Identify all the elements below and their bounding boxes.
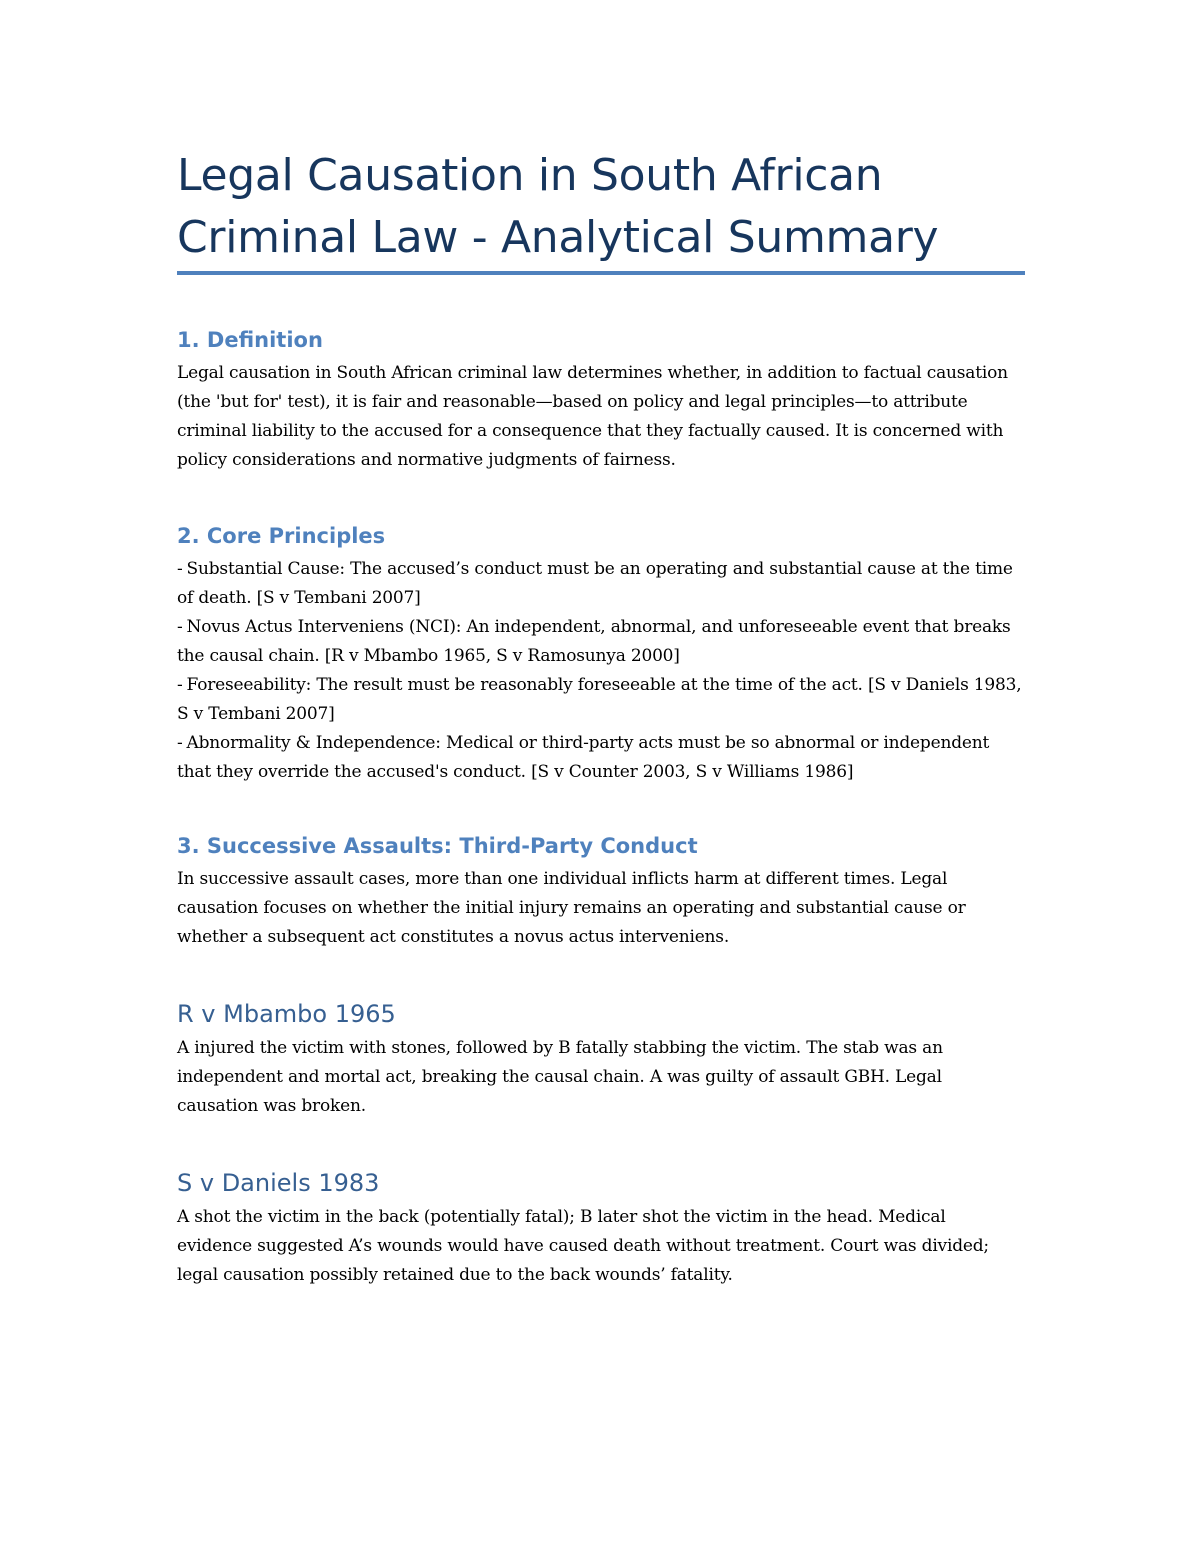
list-item (177, 613, 1025, 671)
document-content (177, 145, 1025, 1290)
bullet-dash: - (177, 675, 183, 695)
successive-assaults-paragraph: In successive assault cases, more than one individual inflicts harm at different times. Legal causation focuses on whether the initial injury remains an operating and substantial cause or whether a subsequent act constitutes a novus actus interveniens. (177, 869, 966, 947)
list-item-text: Substantial Cause: The accused’s conduct must be an operating and substantial cause at the time of death. [S v Tembani 2007] (177, 559, 1013, 608)
list-item-text: Foreseeability: The result must be reasonably foreseeable at the time of the act. [S v Daniels 1983, S v Tembani 2007] (177, 675, 1022, 724)
title-line-2: Criminal Law - Analytical Summary (177, 212, 939, 263)
case-heading-r-v-mbambo: R v Mbambo 1965 (177, 1000, 396, 1028)
section-s-v-daniels (177, 1167, 1025, 1290)
r-v-mbambo-paragraph: A injured the victim with stones, followed by B fatally stabbing the victim. The stab was an independent and mortal act, breaking the causal chain. A was guilty of assault GBH. Legal causation was broken. (177, 1038, 943, 1116)
section-r-v-mbambo (177, 998, 1025, 1121)
title-underline-rule (177, 271, 1025, 275)
section-core-principles (177, 521, 1025, 787)
bullet-dash: - (177, 559, 183, 579)
section-heading-successive-assaults: 3. Successive Assaults: Third-Party Conduct (177, 834, 698, 858)
bullet-dash: - (177, 733, 183, 753)
section-definition (177, 325, 1025, 475)
section-successive-assaults (177, 831, 1025, 952)
list-item (177, 729, 1025, 787)
title-line-1: Legal Causation in South African (177, 150, 883, 201)
definition-paragraph: Legal causation in South African criminal law determines whether, in addition to factual causation (the 'but for' test), it is fair and reasonable—based on policy and legal principles—to attribute criminal liability to the accused for a consequence that they factually caused. It is concerned with policy considerations and normative judgments of fairness. (177, 363, 1008, 470)
bullet-dash: - (177, 617, 183, 637)
list-item-text: Abnormality & Independence: Medical or third-party acts must be so abnormal or independent that they override the accused's conduct. [S v Counter 2003, S v Williams 1986] (177, 733, 990, 782)
section-heading-core-principles: 2. Core Principles (177, 524, 386, 548)
list-item (177, 671, 1025, 729)
list-item (177, 555, 1025, 613)
list-item-text: Novus Actus Interveniens (NCI): An independent, abnormal, and unforeseeable event that breaks the causal chain. [R v Mbambo 1965, S v Ramosunya 2000] (177, 617, 1011, 666)
section-heading-definition: 1. Definition (177, 328, 323, 352)
core-principles-list (177, 555, 1025, 787)
document-title (177, 145, 1025, 269)
s-v-daniels-paragraph: A shot the victim in the back (potentially fatal); B later shot the victim in the head. Medical evidence suggested A’s wounds would have caused death without treatment. Court was divided; legal causation possibly retained due to the back wounds’ fatality. (177, 1207, 989, 1285)
case-heading-s-v-daniels: S v Daniels 1983 (177, 1169, 380, 1197)
